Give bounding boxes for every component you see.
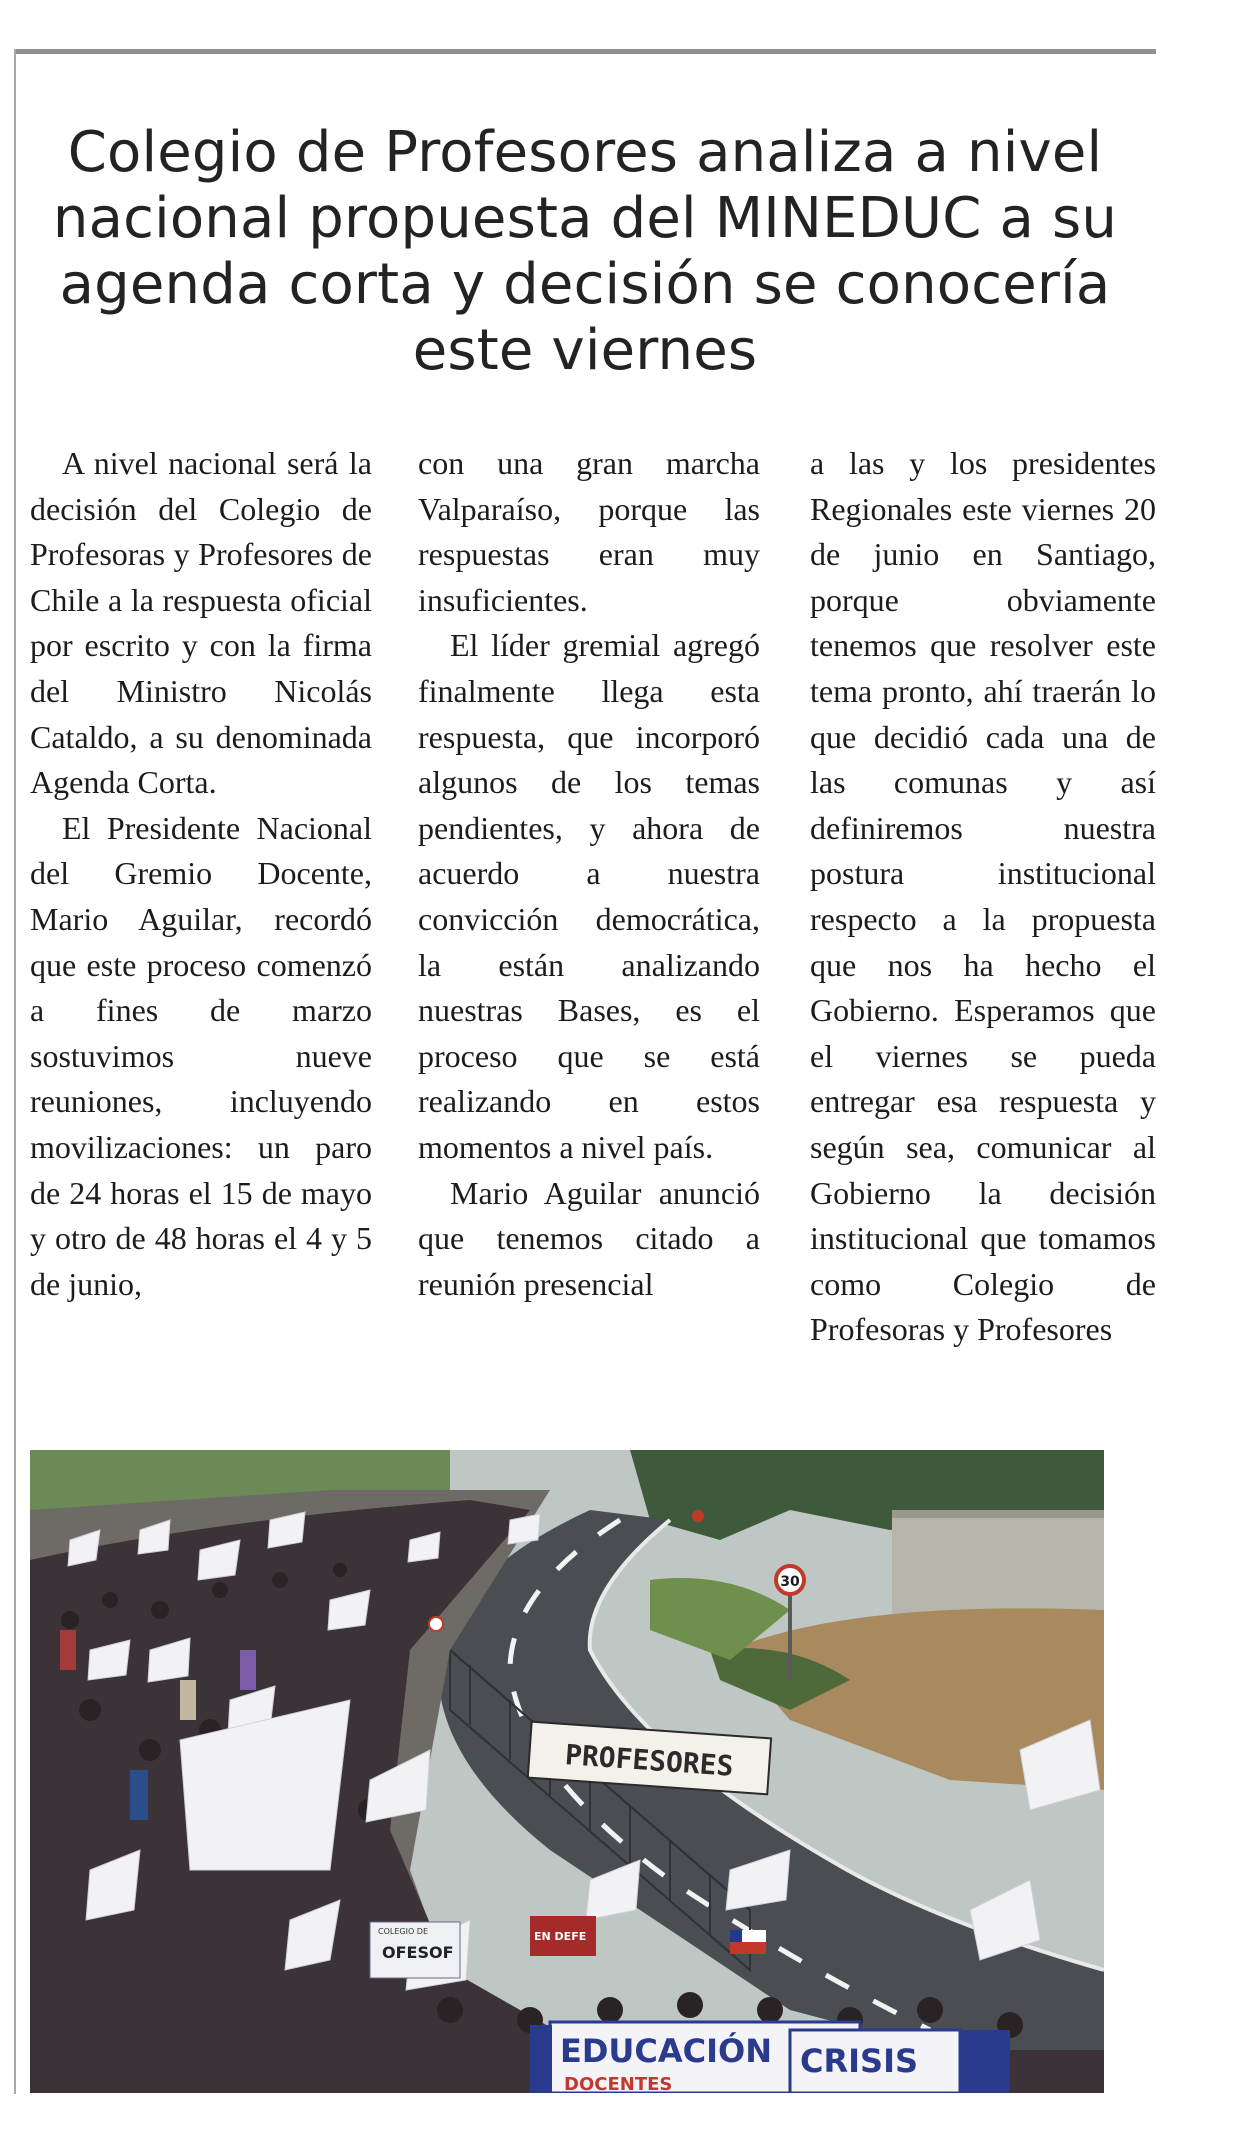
left-rule: [14, 49, 16, 2094]
banner-profesores: PROFESORES: [564, 1738, 735, 1783]
paragraph: con una gran marcha Valparaíso, porque las respuestas eran muy insuficientes.: [418, 445, 760, 618]
paragraph: a las y los presidentes Regionales este viernes 20 de junio en Santiago, porque obviamente tenemos que resolver este tema pronto, ahí traerán lo que decidió cada una de las comunas y así definiremos nuestra postura institucional respecto a la propuesta que nos ha hecho el Gobierno. Esperamos que el viernes se pueda entregar esa respuesta y según sea, comunicar al Gobierno la decisión institucional que tomamos como Colegio de Profesoras y Profesores: [810, 445, 1156, 1348]
article-column-2: [418, 441, 760, 1307]
banner-profesores-small: OFESOF: [382, 1943, 454, 1962]
paragraph: El líder gremial agregó finalmente llega esta respuesta, que incorporó algunos de los temas pendientes, y ahora de acuerdo a nuestra convicción democrática, la están analizando nuestras Bases, es el proceso que se está realizando en estos momentos a nivel país.: [418, 627, 760, 1165]
headline: Colegio de Profesores analiza a nivel nacional propuesta del MINEDUC a su agenda corta y decisión se conocería este viernes: [52, 120, 1118, 383]
banner-colegio-small: COLEGIO DE: [378, 1927, 429, 1936]
article-column-1: [30, 441, 372, 1307]
banner-en-defensa: EN DEFE: [534, 1930, 587, 1943]
article-column-3: [810, 441, 1156, 1353]
banner-crisis: CRISIS: [800, 2042, 919, 2080]
paragraph: El Presidente Nacional del Gremio Docente, Mario Aguilar, recordó que este proceso comenzó a fines de marzo sostuvimos nueve reuniones, incluyendo movilizaciones: un paro de 24 horas el 15 de mayo y otro de 48 horas el 4 y 5 de junio,: [30, 809, 372, 1302]
march-photo: [30, 1450, 1104, 2093]
top-rule: [14, 49, 1156, 54]
paragraph: Mario Aguilar anunció que tenemos citado a reunión presencial: [418, 1174, 760, 1302]
banner-docentes: DOCENTES: [564, 2074, 673, 2093]
banner-educacion: EDUCACIÓN: [560, 2032, 773, 2070]
speed-sign-label: 30: [780, 1574, 800, 1590]
paragraph: A nivel nacional será la decisión del Colegio de Profesoras y Profesores de Chile a la respuesta oficial por escrito y con la firma del Ministro Nicolás Cataldo, a su denominada Agenda Corta.: [30, 445, 372, 801]
